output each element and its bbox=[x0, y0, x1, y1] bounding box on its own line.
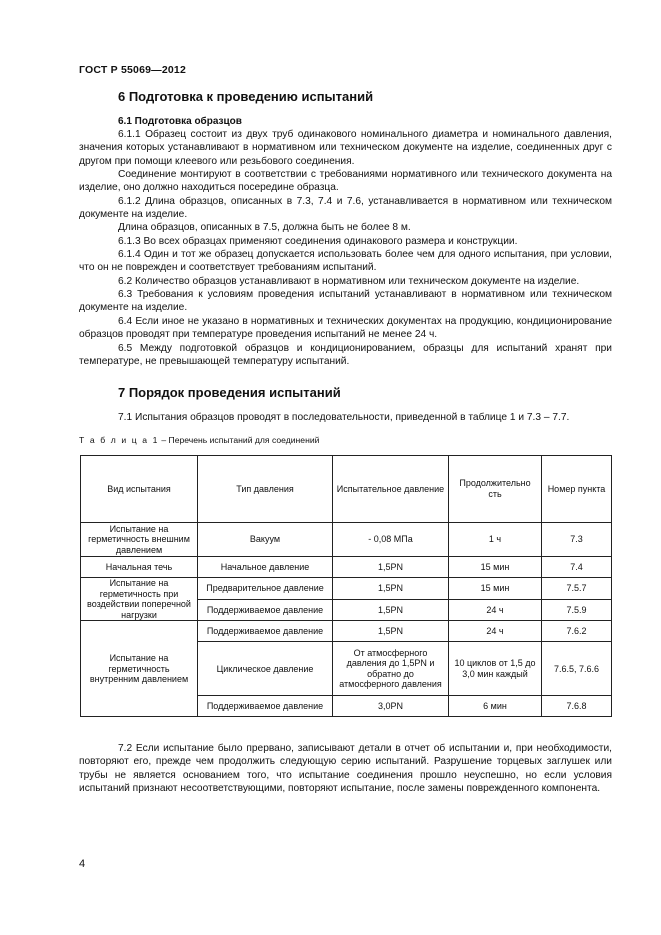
subsection-6-1-title: 6.1 Подготовка образцов bbox=[118, 116, 242, 127]
tests-table bbox=[80, 455, 612, 717]
table-header-row bbox=[81, 456, 612, 523]
header-cell: Испытательное давление bbox=[333, 456, 449, 523]
standard-code: ГОСТ Р 55069—2012 bbox=[79, 64, 187, 76]
table-cell: 7.6.2 bbox=[542, 621, 612, 642]
table-cell: 7.5.7 bbox=[542, 578, 612, 600]
page-number: 4 bbox=[79, 858, 86, 870]
table-cell: 15 мин bbox=[449, 578, 542, 600]
table-caption bbox=[79, 435, 319, 445]
paragraph: 6.2 Количество образцов устанавливают в нормативном или техническом документе на изделие. bbox=[118, 275, 580, 287]
table-cell: 7.6.8 bbox=[542, 696, 612, 717]
paragraph: Соединение монтируют в соответствии с требованиями нормативного или технического документа на изделие, оно должно находиться посередине образца. bbox=[79, 169, 612, 194]
table-cell: Начальное давление bbox=[198, 557, 333, 578]
table-cell: Предварительное давление bbox=[198, 578, 333, 600]
table-cell: 3,0PN bbox=[333, 696, 449, 717]
table-cell: 1,5PN bbox=[333, 578, 449, 600]
table-cell: Поддерживаемое давление bbox=[198, 621, 333, 642]
paragraph: 6.4 Если иное не указано в нормативных и технических документах на продукцию, кондиционирование образцов проводят при температуре проведения испытаний не менее 24 ч. bbox=[79, 315, 612, 341]
section-7-intro-block bbox=[79, 411, 612, 424]
table-cell: Испытание на герметичность при воздействии поперечной нагрузки bbox=[81, 578, 198, 621]
table-cell: Испытание на герметичность внешним давлением bbox=[81, 523, 198, 557]
table-cell: 1,5PN bbox=[333, 599, 449, 621]
table-cell: 1,5PN bbox=[333, 621, 449, 642]
table-cell: 7.6.5, 7.6.6 bbox=[542, 642, 612, 696]
section-6-body bbox=[79, 128, 612, 368]
table-cell: От атмосферного давления до 1,5PN и обратно до атмосферного давления bbox=[333, 642, 449, 696]
table-row bbox=[81, 621, 612, 642]
header-cell: Номер пункта bbox=[542, 456, 612, 523]
table-row bbox=[81, 557, 612, 578]
table-cell: 7.4 bbox=[542, 557, 612, 578]
table-cell: Вакуум bbox=[198, 523, 333, 557]
paragraph: 7.1 Испытания образцов проводят в последовательности, приведенной в таблице 1 и 7.3 – 7.7. bbox=[118, 412, 570, 423]
table-cell: 15 мин bbox=[449, 557, 542, 578]
table-cell: Циклическое давление bbox=[198, 642, 333, 696]
table-cell: 10 циклов от 1,5 до 3,0 мин каждый bbox=[449, 642, 542, 696]
paragraph: 6.3 Требования к условиям проведения испытаний устанавливают в нормативном или техническом документе на изделие. bbox=[79, 289, 612, 314]
table-cell: Начальная течь bbox=[81, 557, 198, 578]
table-cell: 7.5.9 bbox=[542, 599, 612, 621]
table-caption-text: – Перечень испытаний для соединений bbox=[158, 435, 320, 445]
header-cell: Продолжительно сть bbox=[449, 456, 542, 523]
paragraph: 6.1.3 Во всех образцах применяют соединения одинакового размера и конструкции. bbox=[118, 235, 518, 247]
header-cell: Вид испытания bbox=[81, 456, 198, 523]
table-cell: 24 ч bbox=[449, 621, 542, 642]
table-row bbox=[81, 523, 612, 557]
section-7-closing-block bbox=[79, 742, 612, 795]
paragraph: 7.2 Если испытание было прервано, записывают детали в отчет об испытании и, при необходимости, повторяют его, прежде чем продолжить следующую серию испытаний. Разрушение торцевых заглушек или трубы не является основанием того, что испытание соединения прошло неуспешно, но если условия испытаний признают несоответствующими, повторяют испытание, после замены поврежденного компонента. bbox=[79, 743, 612, 795]
paragraph: 6.1.2 Длина образцов, описанных в 7.3, 7.4 и 7.6, устанавливается в нормативном или техническом документе на изделие. bbox=[79, 195, 612, 221]
table-cell: Испытание на герметичность внутренним давлением bbox=[81, 621, 198, 717]
table-cell: 7.3 bbox=[542, 523, 612, 557]
table-cell: 24 ч bbox=[449, 599, 542, 621]
paragraph: 6.1.4 Один и тот же образец допускается использовать более чем для одного испытания, при условии, что он не поврежден и соответствует требованиям испытаний. bbox=[79, 249, 612, 274]
paragraph: Длина образцов, описанных в 7.5, должна быть не более 8 м. bbox=[118, 222, 411, 234]
table-cell: 1,5PN bbox=[333, 557, 449, 578]
section-6-title: 6 Подготовка к проведению испытаний bbox=[118, 89, 374, 104]
table-cell: 1 ч bbox=[449, 523, 542, 557]
table-cell: 6 мин bbox=[449, 696, 542, 717]
paragraph: 6.1.1 Образец состоит из двух труб одинакового номинального диаметра и номинального давления, значения которых устанавливают в нормативном или техническом документе на изделие, соединенных друг с другом при помощи клеевого или резьбового соединения. bbox=[79, 129, 612, 167]
paragraph: 6.5 Между подготовкой образцов и кондиционированием, образцы для испытаний хранят при температуре, не превышающей температуру испытаний. bbox=[79, 342, 612, 367]
header-cell: Тип давления bbox=[198, 456, 333, 523]
table-caption-label: Т а б л и ц а 1 bbox=[79, 435, 159, 445]
table-row bbox=[81, 578, 612, 600]
section-7-title: 7 Порядок проведения испытаний bbox=[118, 385, 341, 400]
table-cell: - 0,08 МПа bbox=[333, 523, 449, 557]
table-cell: Поддерживаемое давление bbox=[198, 599, 333, 621]
table-cell: Поддерживаемое давление bbox=[198, 696, 333, 717]
